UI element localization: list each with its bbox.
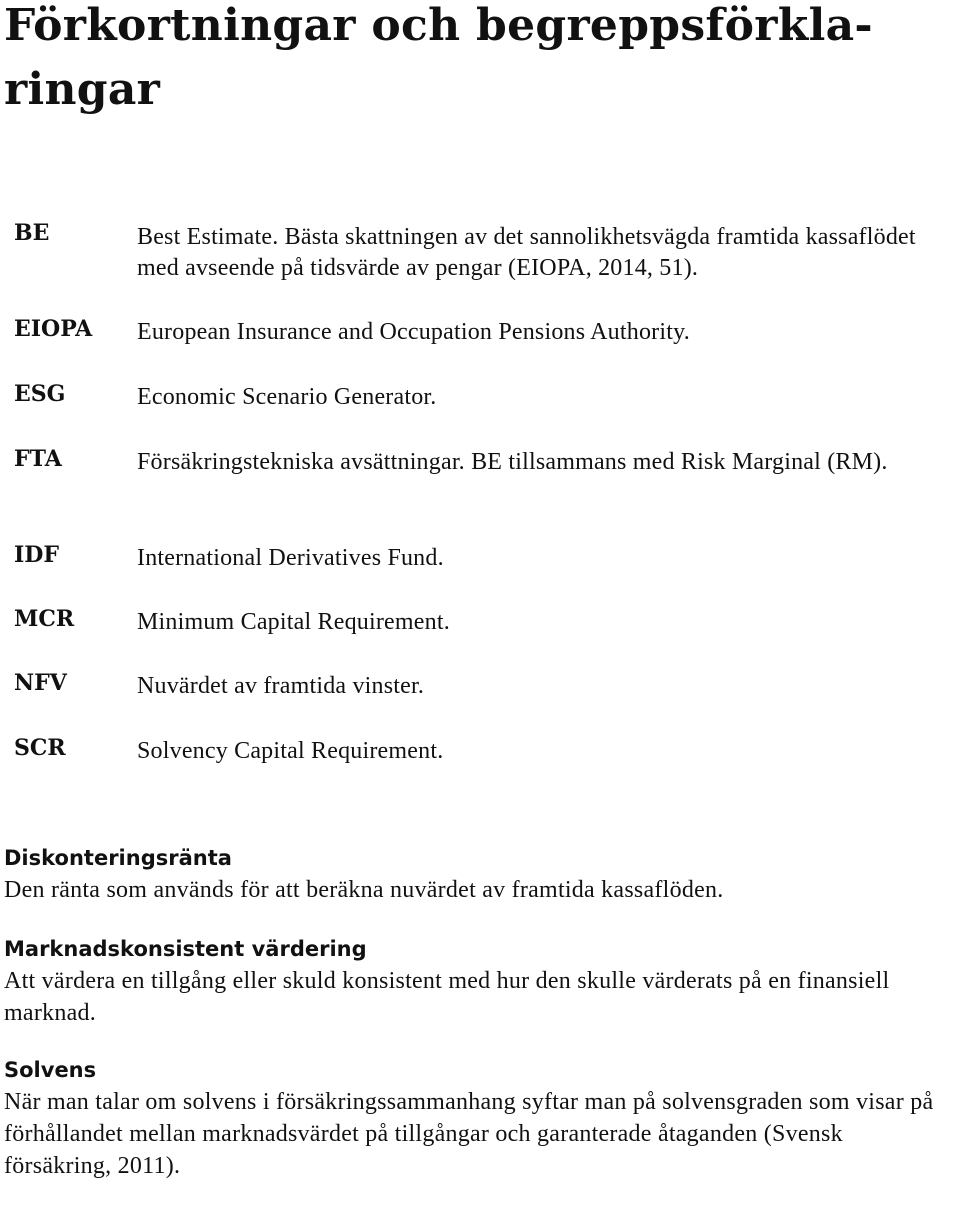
abbreviation-term: ESG (14, 381, 66, 407)
abbreviation-row (14, 733, 954, 773)
term-block (4, 1054, 956, 1182)
abbreviation-term: MCR (14, 606, 75, 632)
abbreviation-definition: Economic Scenario Generator. (137, 384, 437, 410)
term-title: Marknadskonsistent värdering (4, 937, 367, 961)
abbreviation-definition: Nuvärdet av framtida vinster. (137, 673, 425, 699)
abbreviation-term: IDF (14, 542, 59, 568)
abbreviation-definition: Minimum Capital Requirement. (137, 609, 450, 635)
term-title: Diskonteringsränta (4, 846, 232, 870)
abbreviation-term: NFV (14, 670, 67, 696)
term-description: När man talar om solvens i försäkringssammanhang syftar man på solvensgraden som visar på förhållandet mellan marknadsvärdet på tillgångar och garanterade åtaganden (Svensk försäkring, 2011). (4, 1089, 934, 1179)
term-title: Solvens (4, 1058, 97, 1082)
abbreviation-row (14, 444, 954, 540)
abbreviation-term: EIOPA (14, 316, 93, 342)
term-block (4, 933, 956, 1029)
term-block (4, 842, 956, 906)
abbreviation-definition: Solvency Capital Requirement. (137, 738, 444, 764)
abbreviation-list (14, 214, 954, 773)
abbreviation-row (14, 604, 954, 668)
abbreviation-term: FTA (14, 446, 62, 472)
abbreviation-definition: Best Estimate. Bästa skattningen av det sannolikhetsvägda framtida kassaflödet med avseende på tidsvärde av pengar (EIOPA, 2014, 51). (137, 224, 916, 281)
abbreviation-row (14, 314, 954, 380)
abbreviation-definition: International Derivatives Fund. (137, 545, 444, 571)
abbreviation-row (14, 668, 954, 733)
abbreviation-definition: Försäkringstekniska avsättningar. BE tillsammans med Risk Marginal (RM). (137, 449, 888, 475)
abbreviation-definition: European Insurance and Occupation Pensions Authority. (137, 319, 690, 345)
abbreviation-term: BE (14, 220, 50, 246)
abbreviation-row (14, 379, 954, 445)
page-title: Förkortningar och begreppsförkla- ringar (4, 0, 873, 115)
term-explanations (4, 842, 956, 1206)
abbreviation-row (14, 214, 954, 280)
abbreviation-row (14, 540, 954, 604)
term-description: Den ränta som används för att beräkna nuvärdet av framtida kassaflöden. (4, 877, 724, 903)
term-description: Att värdera en tillgång eller skuld konsistent med hur den skulle värderats på en finansiell marknad. (4, 968, 890, 1026)
abbreviation-term: SCR (14, 735, 66, 761)
